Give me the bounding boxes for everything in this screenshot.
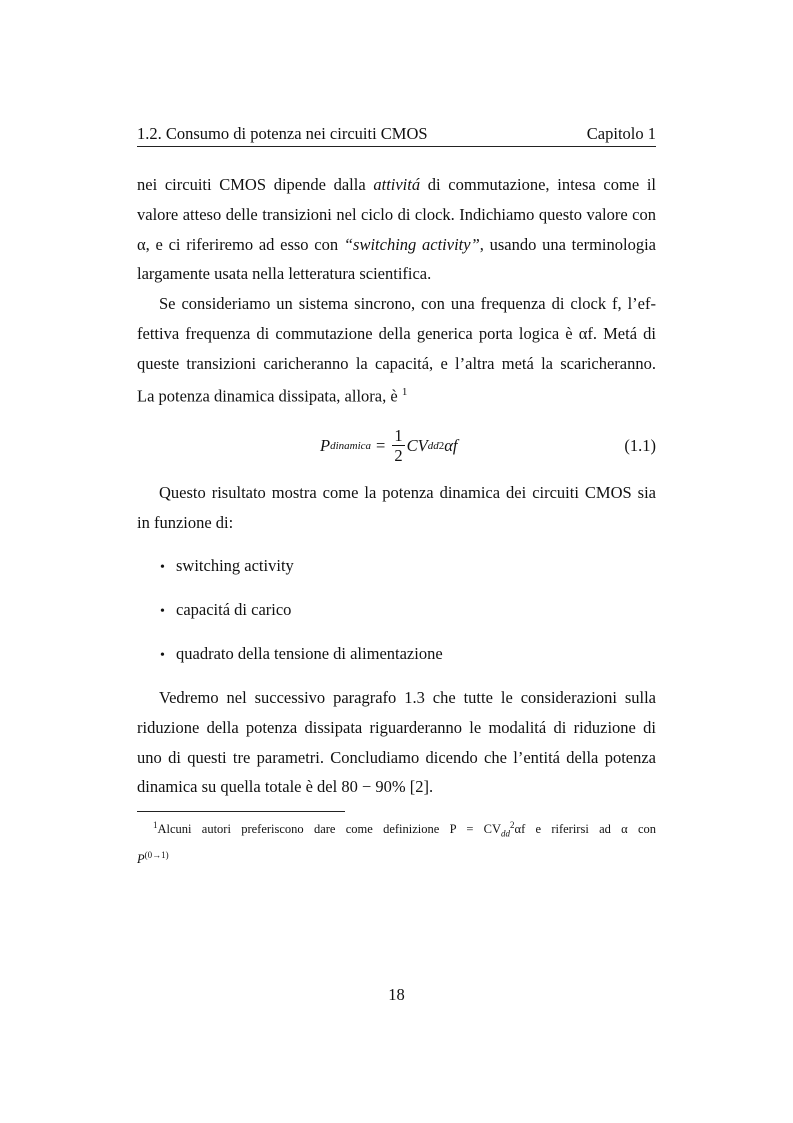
p3-line-2: in funzione di:: [137, 512, 234, 532]
p1-l3-part-b: , usando una terminologia: [479, 234, 656, 254]
p2-line-3: queste transizioni caricheranno la capacitá, e l’altra metá la scaricheranno.: [137, 353, 656, 373]
p2-line-1: Se consideriamo un sistema sincrono, con una frequenza di clock f, l’ef-: [159, 294, 656, 313]
p2-l4-text: La potenza dinamica dissipata, allora, è: [137, 386, 398, 406]
bullet-icon: •: [160, 560, 165, 575]
bullet-text: switching activity: [176, 556, 294, 575]
paragraph-3: [137, 478, 656, 538]
footnote: [137, 815, 656, 870]
footnote-l1-end: αf e riferirsi ad α con: [514, 822, 656, 837]
footnote-line-1: [137, 815, 656, 845]
header-rule: [137, 146, 656, 147]
paragraph-1: [137, 170, 656, 289]
p4-line-3: uno di questi tre parametri. Concludiamo dicendo che l’entitá della potenza: [137, 747, 656, 767]
bullet-item: [160, 600, 443, 644]
p1-l1-part-b: di commutazione, intesa come il: [420, 175, 656, 194]
p3-line-1: Questo risultato mostra come la potenza dinamica dei circuiti CMOS sia: [159, 483, 656, 502]
bullet-icon: •: [160, 604, 165, 619]
p1-l3-part-a: α, e ci riferiremo ad esso con: [137, 234, 344, 254]
paragraph-4: [137, 683, 656, 802]
p4-line-1: Vedremo nel successivo paragrafo 1.3 che tutte le considerazioni sulla: [159, 688, 656, 707]
p1-line-4: largamente usata nella letteratura scientifica.: [137, 264, 432, 284]
footnote-l2-superscript: (0→1): [144, 849, 169, 860]
p2-line-4: [137, 378, 656, 411]
p1-emphasis-switching: “switching activity”: [343, 234, 480, 254]
eq-lhs-subscript: dinamica: [330, 439, 372, 452]
p2-line-2: fettiva frequenza di commutazione della generica porta logica è αf. Metá di: [137, 323, 656, 343]
footnote-l1-superscript: 2: [510, 820, 515, 830]
eq-lhs: P: [320, 435, 331, 455]
header-section-title: 1.2. Consumo di potenza nei circuiti CMOS: [137, 124, 428, 143]
eq-fraction: [392, 426, 404, 465]
p1-line-1: [137, 170, 656, 200]
header-chapter: Capitolo 1: [586, 124, 656, 143]
footnote-mark: 1: [153, 820, 158, 830]
paragraph-2: [137, 289, 656, 412]
bullet-item: [160, 644, 443, 688]
eq-rhs-superscript: 2: [438, 439, 445, 452]
footnote-l1-text: Alcuni autori preferiscono dare come definizione P = CV: [157, 822, 502, 837]
eq-rhs-cv: CV: [406, 435, 428, 455]
eq-rhs-alpha-f: αf: [444, 435, 458, 455]
eq-equals: =: [376, 435, 386, 455]
bullet-text: capacitá di carico: [176, 600, 292, 619]
p1-l1-part-a: nei circuiti CMOS dipende dalla: [137, 175, 374, 194]
p4-line-2: riduzione della potenza dissipata riguarderanno le modalitá di riduzione di: [137, 717, 656, 737]
footnote-l2-p: P: [137, 851, 145, 866]
bullet-text: quadrato della tensione di alimentazione: [176, 644, 443, 663]
equation-number: (1.1): [624, 436, 656, 455]
bullet-item: [160, 556, 443, 600]
eq-fraction-denominator: 2: [394, 446, 403, 465]
footnote-rule: [137, 811, 345, 812]
p1-line-2: valore atteso delle transizioni nel ciclo di clock. Indichiamo questo valore con: [137, 204, 656, 224]
footnote-reference: 1: [401, 386, 408, 399]
footnote-l1-subscript: dd: [501, 828, 511, 839]
footnote-line-2: [137, 845, 656, 870]
eq-rhs-subscript: dd: [427, 439, 439, 452]
equation-1-1: [320, 426, 457, 465]
eq-fraction-numerator: 1: [394, 426, 403, 445]
page-number: 18: [388, 985, 405, 1004]
p1-line-3: [137, 230, 656, 260]
p1-emphasis-attivita: attivitá: [373, 175, 421, 194]
running-header: [137, 124, 656, 144]
bullet-list: [160, 556, 443, 688]
bullet-icon: •: [160, 648, 165, 663]
p4-line-4: dinamica su quella totale è del 80 − 90% [2].: [137, 777, 434, 797]
